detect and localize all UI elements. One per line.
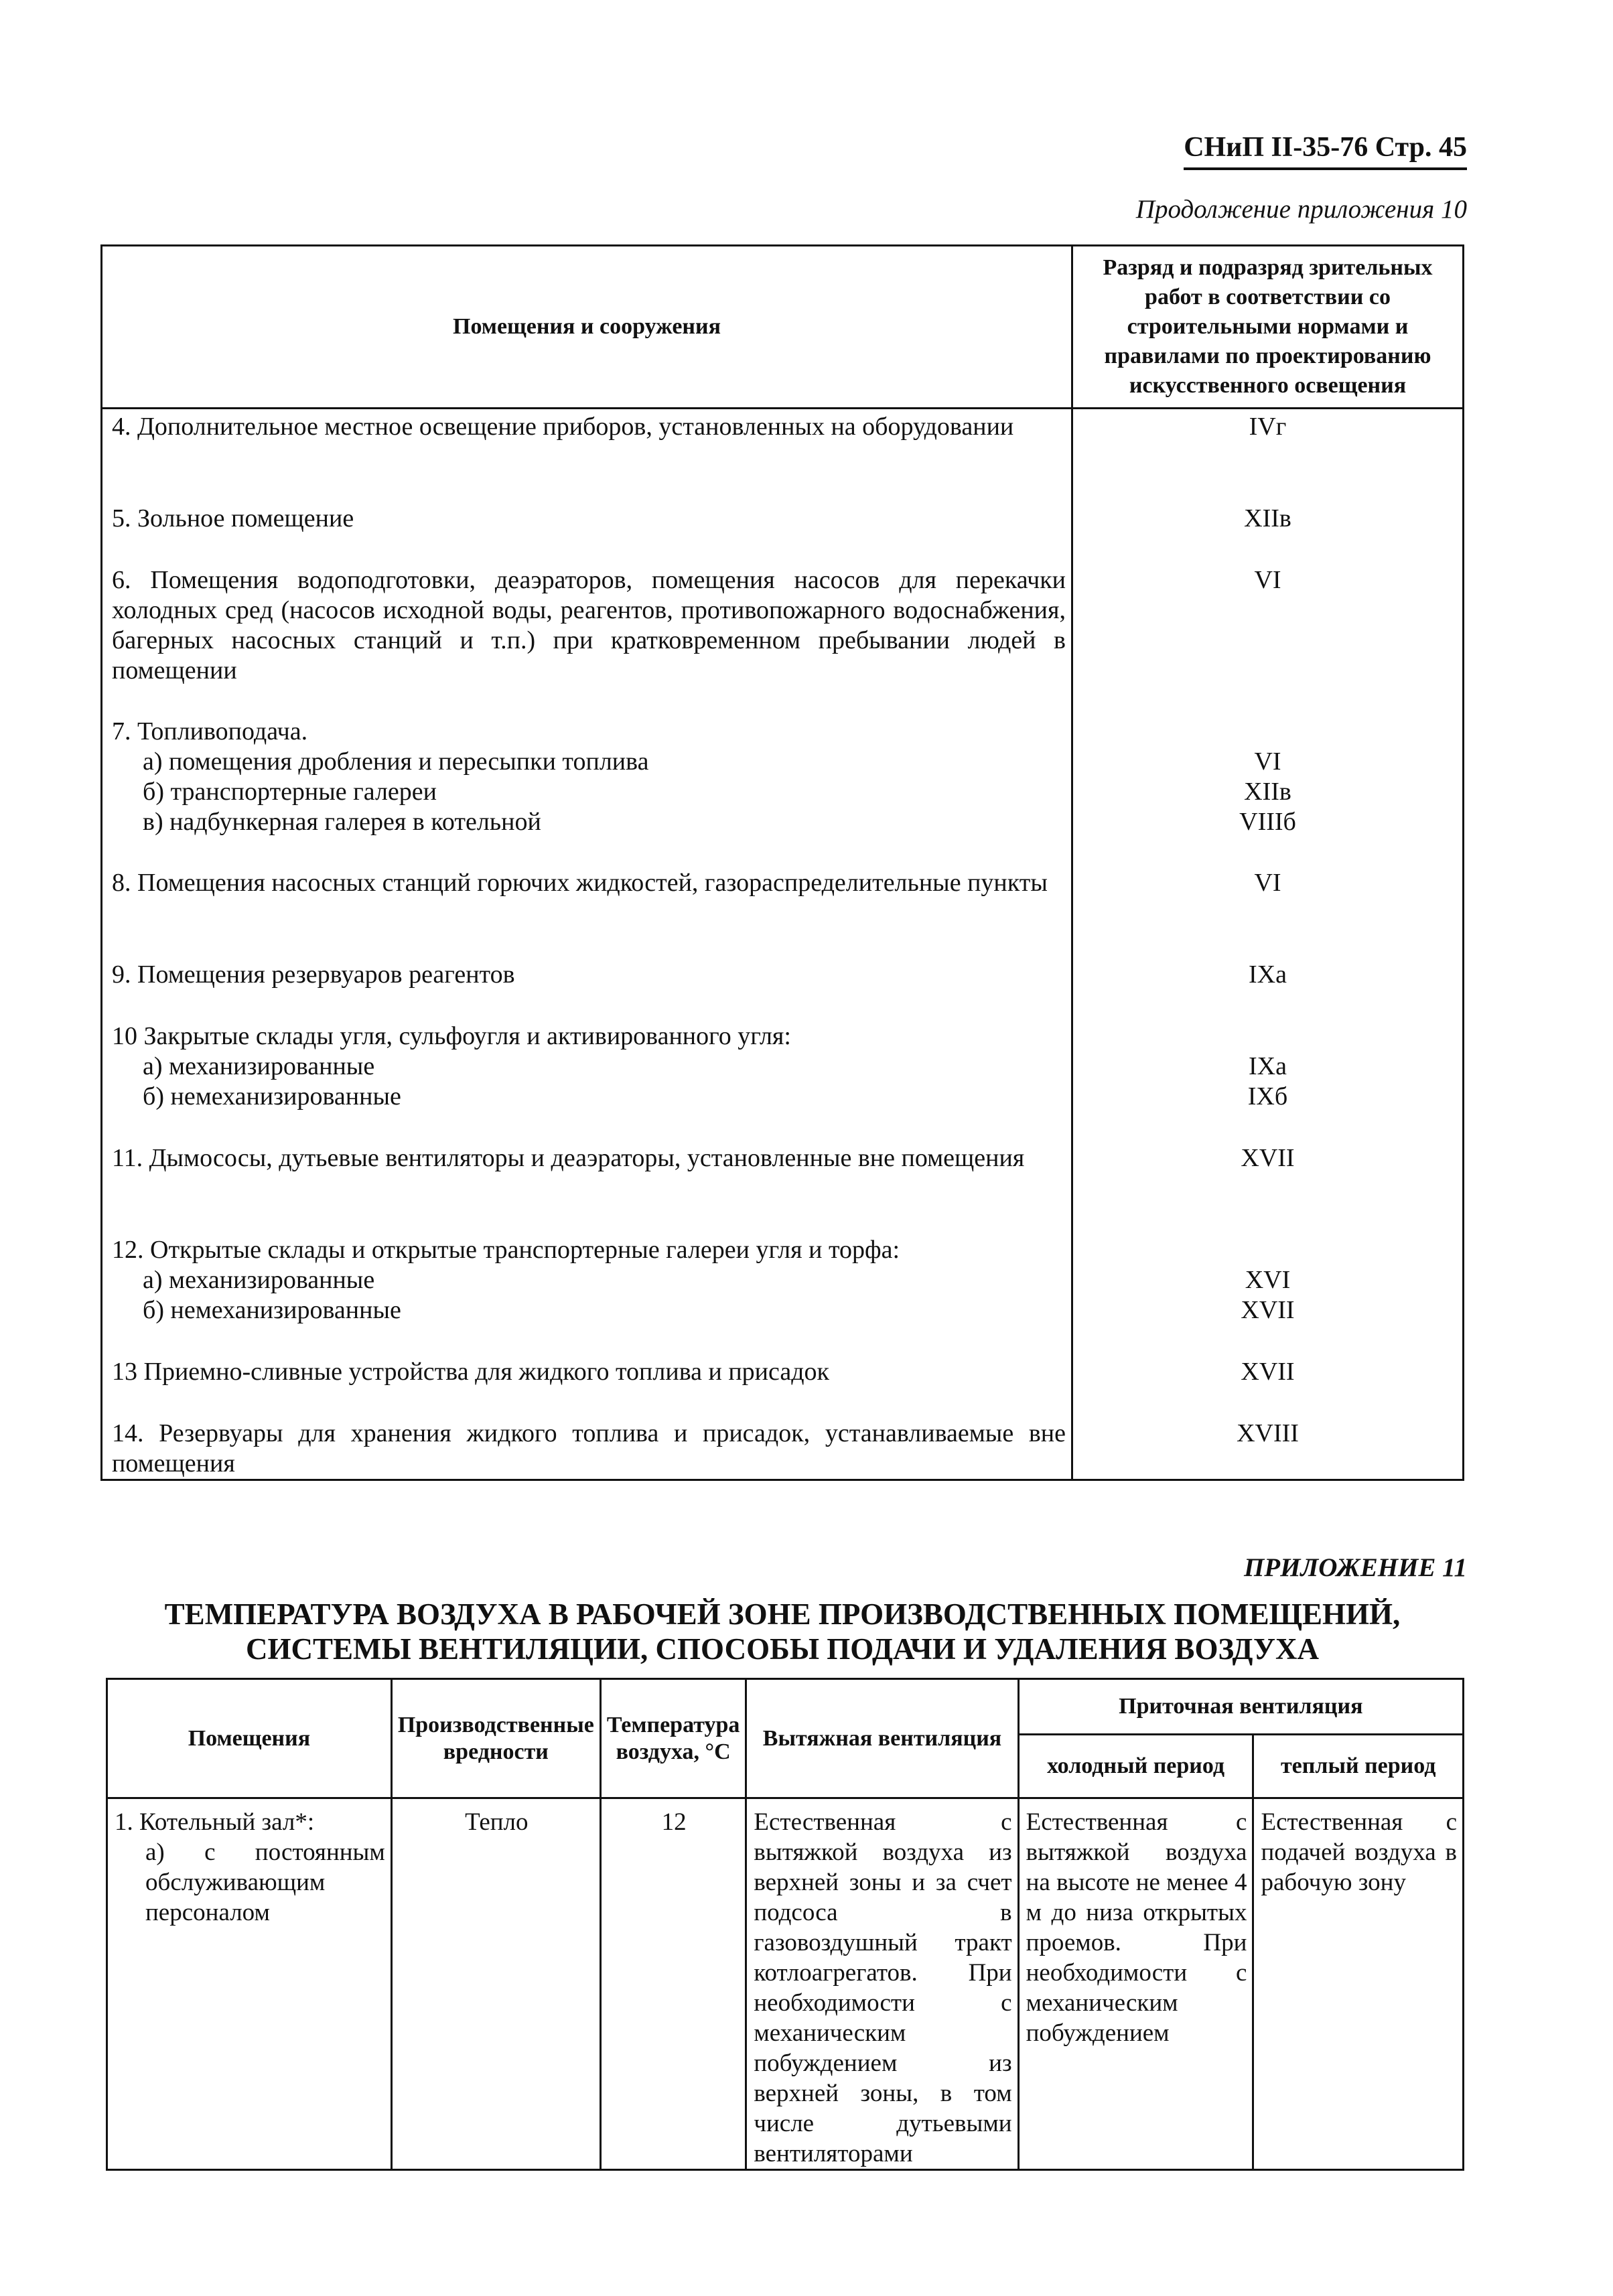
room-description [102, 501, 1072, 563]
category-value: XIIв [1244, 504, 1291, 532]
room-subtitle: а) с постоянным обслуживающим персоналом [145, 1839, 385, 1926]
row-title: 9. Помещения резервуаров реагентов [112, 960, 515, 989]
category-value [1078, 717, 1457, 747]
category-value: XVII [1241, 1144, 1295, 1172]
document-code: СНиП II-35-76 Стр. 45 [1184, 131, 1467, 170]
temperature-cell: 12 [600, 1798, 746, 2170]
hazard-cell: Тепло [391, 1798, 600, 2170]
row-title: 10 Закрытые склады угля, сульфоугля и активированного угля: [112, 1022, 791, 1050]
lighting-category [1072, 1416, 1464, 1480]
room-description [102, 1141, 1072, 1232]
room-title: 1. Котельный зал*: [115, 1808, 315, 1836]
category-value: IXб [1247, 1082, 1288, 1110]
lighting-category [1072, 1019, 1464, 1141]
category-value: XVI [1245, 1266, 1291, 1294]
room-description [102, 865, 1072, 957]
table-row [102, 409, 1464, 502]
room-description [102, 1354, 1072, 1416]
room-description [102, 957, 1072, 1019]
category-value: XIIв [1244, 778, 1291, 806]
header-hazards: Производственные вредности [391, 1679, 600, 1798]
category-value: IXа [1249, 960, 1287, 989]
room-description [102, 1019, 1072, 1141]
table-row [102, 563, 1464, 714]
room-description [102, 409, 1072, 502]
table-row [102, 1141, 1464, 1232]
room-description [102, 714, 1072, 865]
appendix-label: ПРИЛОЖЕНИЕ 11 [1243, 1553, 1467, 1582]
category-value: XVIII [1237, 1419, 1299, 1447]
lighting-category [1072, 1354, 1464, 1416]
continuation-note: Продолжение приложения 10 [1135, 195, 1467, 224]
category-value: VIIIб [1239, 808, 1296, 836]
row-subitem: б) транспортерные галереи [143, 778, 437, 806]
row-subitem: а) механизированные [143, 1052, 375, 1080]
row-title: 13 Приемно-сливные устройства для жидкого топлива и присадок [112, 1358, 829, 1386]
row-subitem: б) немеханизированные [143, 1296, 401, 1324]
row-title: 5. Зольное помещение [112, 504, 354, 532]
table-row [102, 1232, 1464, 1354]
header-warm-period: теплый период [1253, 1735, 1464, 1798]
row-title: 6. Помещения водоподготовки, деаэраторов, помещения насосов для перекачки холодных сред (насосов исходной воды, реагентов, противопожарного водоснабжения, багерных насосных станций и т.п.) при кратковременном пребывании людей в помещении [112, 566, 1066, 685]
row-title: 12. Открытые склады и открытые транспортерные галереи угля и торфа: [112, 1236, 900, 1264]
appendix-title [100, 1597, 1464, 1666]
row-subitem: а) механизированные [143, 1266, 375, 1294]
header-cold-period: холодный период [1018, 1735, 1253, 1798]
lighting-category [1072, 501, 1464, 563]
category-value [1078, 1021, 1457, 1052]
category-value: XVII [1241, 1296, 1295, 1324]
row-title: 11. Дымососы, дутьевые вентиляторы и деаэраторы, установленные вне помещения [112, 1144, 1025, 1172]
lighting-category-table [100, 244, 1464, 1481]
row-title: 4. Дополнительное местное освещение приборов, установленных на оборудовании [112, 413, 1014, 441]
header-rooms: Помещения и сооружения [102, 246, 1072, 409]
appendix-title-line-1: ТЕМПЕРАТУРА ВОЗДУХА В РАБОЧЕЙ ЗОНЕ ПРОИЗВОДСТВЕННЫХ ПОМЕЩЕНИЙ, [164, 1597, 1401, 1631]
table-row [107, 1798, 1464, 2170]
lighting-category [1072, 957, 1464, 1019]
table-row [102, 957, 1464, 1019]
appendix-title-line-2: СИСТЕМЫ ВЕНТИЛЯЦИИ, СПОСОБЫ ПОДАЧИ И УДАЛЕНИЯ ВОЗДУХА [246, 1632, 1319, 1666]
table-row [102, 865, 1464, 957]
category-value [1078, 1235, 1457, 1265]
header-exhaust: Вытяжная вентиляция [746, 1679, 1018, 1798]
category-value: VI [1254, 566, 1281, 594]
room-description [102, 563, 1072, 714]
header-temperature: Температура воздуха, °С [600, 1679, 746, 1798]
cold-period-cell: Естественная с вытяжкой воздуха на высоте не менее 4 м до низа открытых проемов. При необходимости с механическим побуждением [1018, 1798, 1253, 2170]
row-subitem: б) немеханизированные [143, 1082, 401, 1110]
room-description [102, 1232, 1072, 1354]
row-title: 8. Помещения насосных станций горючих жидкостей, газораспределительные пункты [112, 869, 1048, 897]
table-row [102, 1354, 1464, 1416]
table-row [102, 1019, 1464, 1141]
lighting-category [1072, 1141, 1464, 1232]
lighting-category [1072, 563, 1464, 714]
ventilation-table [106, 1678, 1464, 2171]
category-value: XVII [1241, 1358, 1295, 1386]
row-title: 7. Топливоподача. [112, 717, 308, 745]
exhaust-cell: Естественная с вытяжкой воздуха из верхней зоны и за счет подсоса в газовоздушный тракт котлоагрегатов. При необходимости с механическим побуждением из верхней зоны, в том числе дутьевыми вентиляторами [746, 1798, 1018, 2170]
header-rooms: Помещения [107, 1679, 392, 1798]
lighting-category [1072, 865, 1464, 957]
room-description [102, 1416, 1072, 1480]
category-value: VI [1254, 747, 1281, 776]
header-supply: Приточная вентиляция [1018, 1679, 1463, 1735]
category-value: VI [1254, 869, 1281, 897]
table-row [102, 714, 1464, 865]
lighting-category [1072, 409, 1464, 502]
lighting-category [1072, 714, 1464, 865]
header-category: Разряд и подразряд зрительных работ в соответствии со строительными нормами и правилами по проектированию искусственного освещения [1072, 246, 1464, 409]
table-row [102, 501, 1464, 563]
row-subitem: в) надбункерная галерея в котельной [143, 808, 541, 836]
row-title: 14. Резервуары для хранения жидкого топлива и присадок, устанавливаемые вне помещения [112, 1419, 1066, 1478]
category-value: IXа [1249, 1052, 1287, 1080]
row-subitem: а) помещения дробления и пересыпки топлива [143, 747, 649, 776]
table-row [102, 1416, 1464, 1480]
room-cell [107, 1798, 392, 2170]
category-value: IVг [1249, 413, 1287, 441]
lighting-category [1072, 1232, 1464, 1354]
warm-period-cell: Естественная с подачей воздуха в рабочую зону [1253, 1798, 1464, 2170]
lighting-table-body [102, 409, 1464, 1480]
